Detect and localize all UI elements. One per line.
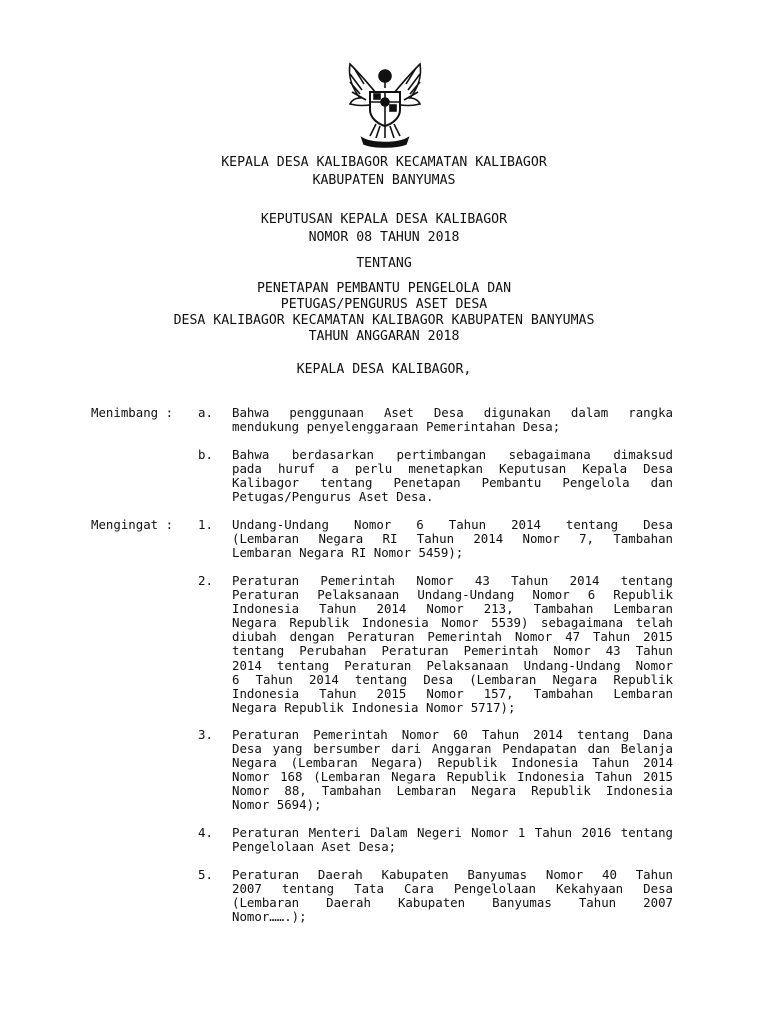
text-line: Peraturan Pelaksanaan Undang-Undang Nomor 6 Republik <box>232 587 673 603</box>
text-line: Peraturan Daerah Kabupaten Banyumas Nomor 40 Tahun <box>232 867 673 882</box>
text-line: 2007 tentang Tata Cara Pengelolaan Kekahyaan Desa <box>232 881 673 897</box>
menimbang-item-b <box>232 448 673 504</box>
garuda-emblem-icon <box>336 58 434 148</box>
subject-line-3: DESA KALIBAGOR KECAMATAN KALIBAGOR KABUPATEN BANYUMAS <box>173 313 595 328</box>
text-line: Bahwa penggunaan Aset Desa digunakan dalam rangka <box>232 405 673 420</box>
mengingat-item-3 <box>232 728 673 813</box>
mengingat-item-5 <box>232 868 673 924</box>
text-line: Negara Republik Indonesia Nomor 5539) sebagaimana telah <box>232 615 673 631</box>
menimbang-label: Menimbang : <box>91 405 174 420</box>
subject-line-2: PETUGAS/PENGURUS ASET DESA <box>280 297 488 312</box>
text-line: pada huruf a perlu menetapkan Keputusan Kepala Desa <box>232 461 673 477</box>
text-line: mendukung penyelenggaraan Pemerintahan Desa; <box>232 419 561 435</box>
text-line: Undang-Undang Nomor 6 Tahun 2014 tentang Desa <box>232 517 673 532</box>
text-line: (Lembaran Negara RI Tahun 2014 Nomor 7, Tambahan <box>232 531 673 547</box>
about-heading: TENTANG <box>356 256 412 271</box>
mengingat-label: Mengingat : <box>91 517 174 532</box>
text-line: Nomor 168 (Lembaran Negara Republik Indonesia Tahun 2015 <box>232 769 673 785</box>
mengingat-item-1 <box>232 518 673 560</box>
mengingat-marker-1: 1. <box>198 517 213 532</box>
text-line: Peraturan Pemerintah Nomor 60 Tahun 2014 tentang Dana <box>232 727 673 742</box>
text-line: Petugas/Pengurus Aset Desa. <box>232 489 434 505</box>
text-line: Indonesia Tahun 2014 Nomor 213, Tambahan Lembaran <box>232 601 673 617</box>
menimbang-item-a <box>232 406 673 434</box>
mengingat-marker-2: 2. <box>198 573 213 588</box>
menimbang-marker-a: a. <box>198 405 213 420</box>
text-line: Desa yang bersumber dari Anggaran Pendapatan dan Belanja <box>232 741 673 757</box>
subject-line-4: TAHUN ANGGARAN 2018 <box>308 329 460 344</box>
subject-line-1: PENETAPAN PEMBANTU PENGELOLA DAN <box>256 281 512 296</box>
text-line: Nomor 5694); <box>232 797 322 813</box>
decree-number: NOMOR 08 TAHUN 2018 <box>308 230 460 245</box>
text-line: Lembaran Negara RI Nomor 5459); <box>232 545 464 561</box>
header-line-1: KEPALA DESA KALIBAGOR KECAMATAN KALIBAGOR <box>221 155 547 170</box>
text-line: 2014 tentang Peraturan Pelaksanaan Undang-Undang Nomor <box>232 657 673 673</box>
header-line-2: KABUPATEN BANYUMAS <box>312 173 456 188</box>
text-line: 6 Tahun 2014 tentang Desa (Lembaran Negara Republik <box>232 671 673 687</box>
text-line: Pengelolaan Aset Desa; <box>232 839 397 855</box>
text-line: diubah dengan Peraturan Pemerintah Nomor 47 Tahun 2015 <box>232 629 673 645</box>
issuer-heading: KEPALA DESA KALIBAGOR, <box>296 362 472 377</box>
text-line: Indonesia Tahun 2015 Nomor 157, Tambahan Lembaran <box>232 685 673 701</box>
decree-title: KEPUTUSAN KEPALA DESA KALIBAGOR <box>260 212 508 227</box>
text-line: Bahwa berdasarkan pertimbangan sebagaimana dimaksud <box>232 447 673 462</box>
mengingat-marker-4: 4. <box>198 825 213 840</box>
text-line: Peraturan Menteri Dalam Negeri Nomor 1 Tahun 2016 tentang <box>232 825 673 840</box>
text-line: Negara (Lembaran Negara) Republik Indonesia Tahun 2014 <box>232 755 673 771</box>
mengingat-item-2 <box>232 574 673 715</box>
mengingat-marker-3: 3. <box>198 727 213 742</box>
mengingat-marker-5: 5. <box>198 867 213 882</box>
text-line: Nomor…….); <box>232 909 307 925</box>
text-line: tentang Perubahan Peraturan Pemerintah Nomor 43 Tahun <box>232 643 673 659</box>
text-line: Peraturan Pemerintah Nomor 43 Tahun 2014 tentang <box>232 573 673 588</box>
menimbang-marker-b: b. <box>198 447 213 462</box>
text-line: (Lembaran Daerah Kabupaten Banyumas Tahun 2007 <box>232 895 673 911</box>
mengingat-item-4 <box>232 826 673 854</box>
text-line: Kalibagor tentang Penetapan Pembantu Pengelola dan <box>232 475 673 491</box>
text-line: Negara Republik Indonesia Nomor 5717); <box>232 699 516 715</box>
text-line: Nomor 88, Tambahan Lembaran Negara Republik Indonesia <box>232 783 673 799</box>
